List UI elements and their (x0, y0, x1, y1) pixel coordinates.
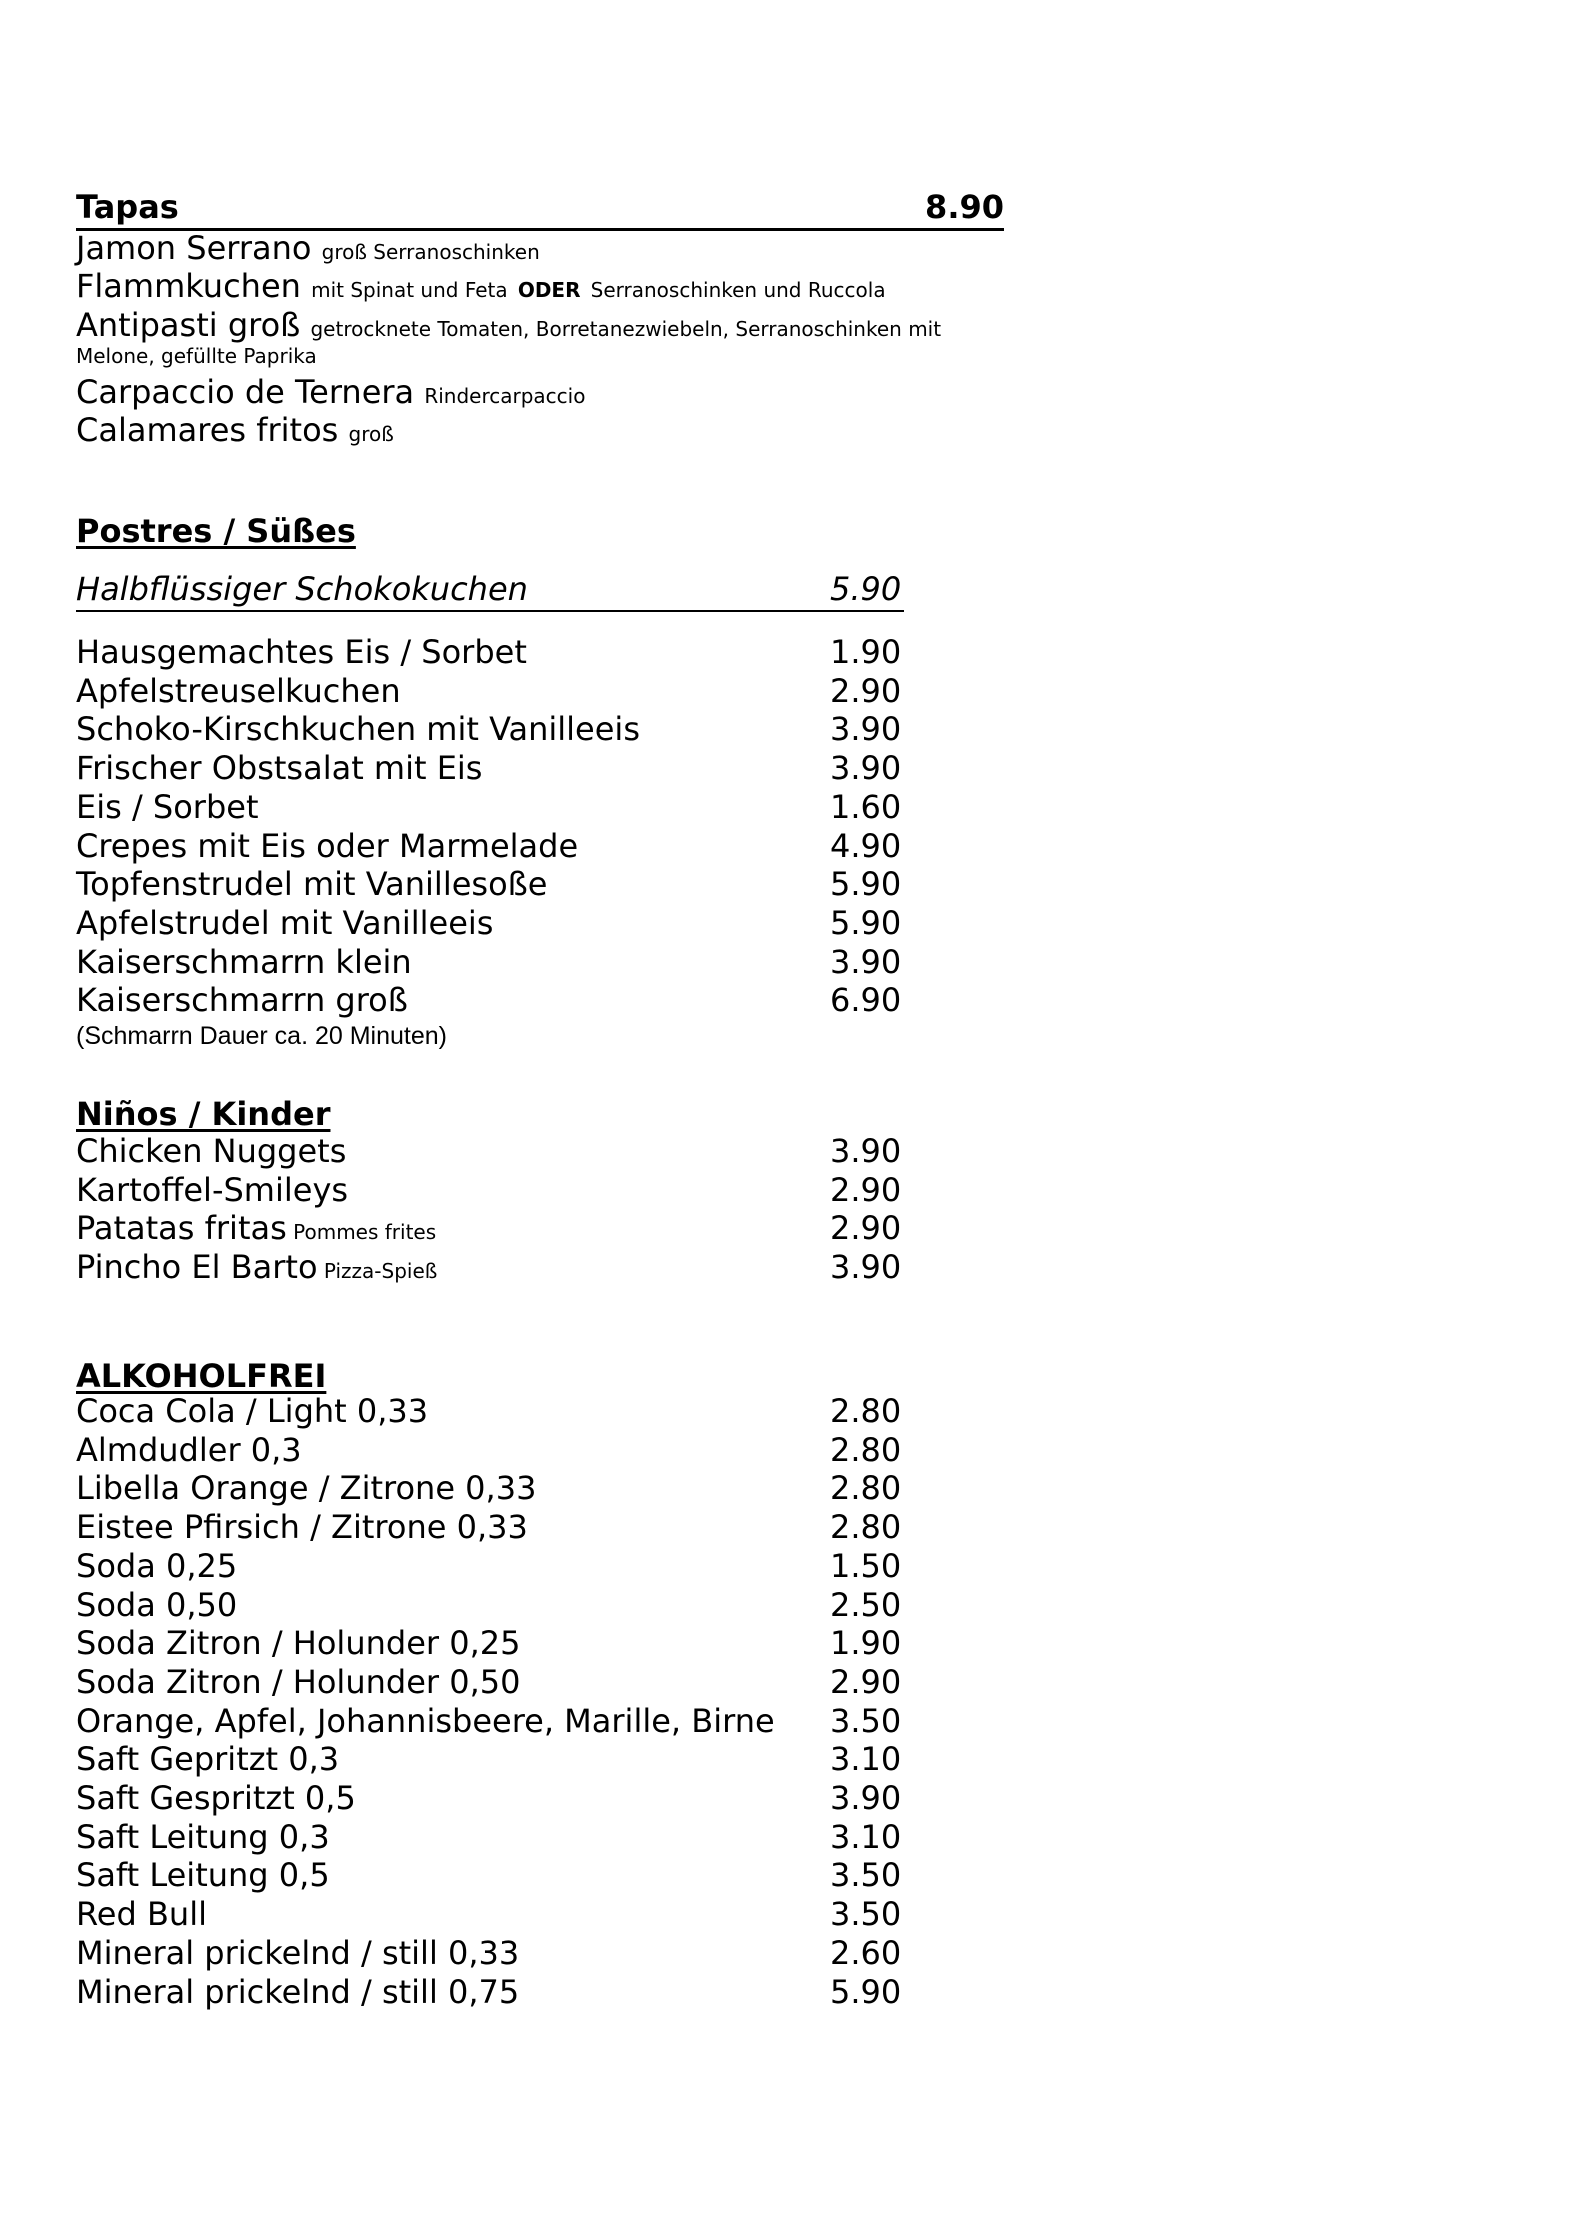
menu-item (76, 1778, 904, 1818)
item-desc: getrocknete Tomaten, Borretanezwiebeln, Serranoschinken mit (310, 317, 942, 341)
item-price: 2.90 (830, 1170, 902, 1209)
item-name: Eistee Pfirsich / Zitrone 0,33 (76, 1508, 528, 1547)
item-price: 3.90 (830, 749, 902, 788)
item-name: Libella Orange / Zitrone 0,33 (76, 1469, 537, 1508)
item-price: 3.90 (830, 710, 902, 749)
item-name: Schoko-Kirschkuchen mit Vanilleeis (76, 710, 640, 749)
item-price: 6.90 (830, 981, 902, 1020)
menu-item (76, 1585, 904, 1625)
menu-item (76, 787, 904, 827)
kinder-heading: Niños / Kinder (76, 1095, 331, 1133)
item-price: 3.90 (830, 1132, 902, 1170)
item-price: 2.50 (830, 1585, 902, 1624)
menu-item (76, 1247, 904, 1287)
item-name: Soda 0,25 (76, 1546, 238, 1585)
item-name: Apfelstrudel mit Vanilleeis (76, 903, 494, 942)
menu-item (76, 1817, 904, 1857)
item-desc: Serranoschinken und Ruccola (590, 278, 886, 302)
item-name: Soda Zitron / Holunder 0,25 (76, 1624, 521, 1663)
menu-item (76, 671, 904, 711)
menu-item (76, 1170, 904, 1210)
item-price: 1.50 (830, 1546, 902, 1585)
item-price: 5.90 (830, 1972, 902, 2011)
item-name: Hausgemachtes Eis / Sorbet (76, 633, 527, 671)
item-name: Calamares fritos (76, 411, 339, 449)
item-name: Chicken Nuggets (76, 1132, 347, 1170)
menu-item (76, 1468, 904, 1508)
item-price: 3.10 (830, 1740, 902, 1779)
item-name: Almdudler 0,3 (76, 1430, 302, 1469)
item-name: Halbflüssiger Schokokuchen (76, 570, 528, 608)
menu-item (76, 1701, 904, 1741)
item-price: 2.80 (830, 1430, 902, 1469)
menu-item (76, 1208, 904, 1248)
item-name: Mineral prickelnd / still 0,33 (76, 1933, 520, 1972)
postres-heading: Postres / Süßes (76, 512, 356, 550)
menu-item (76, 864, 904, 904)
postres-feature-item (76, 568, 904, 612)
item-name: Saft Leitung 0,5 (76, 1856, 330, 1895)
item-price: 2.90 (830, 1209, 902, 1248)
item-desc: Rindercarpaccio (424, 384, 586, 408)
item-price: 3.50 (830, 1895, 902, 1934)
item-price: 1.90 (830, 1624, 902, 1663)
item-price: 3.50 (830, 1856, 902, 1895)
item-name: Patatas fritas Pommes frites (76, 1209, 437, 1248)
menu-item (76, 826, 904, 866)
menu-item (76, 1933, 904, 1973)
menu-item (76, 1430, 904, 1470)
menu-item (76, 1662, 904, 1702)
item-name: Apfelstreuselkuchen (76, 671, 401, 710)
item-name: Carpaccio de Ternera (76, 373, 415, 411)
tapas-item (76, 410, 394, 454)
item-price: 3.10 (830, 1817, 902, 1856)
menu-item (76, 1507, 904, 1547)
item-desc: groß (348, 422, 394, 446)
menu-item (76, 980, 904, 1020)
item-name: Topfenstrudel mit Vanillesoße (76, 865, 548, 904)
item-desc: Pizza-Spieß (317, 1259, 438, 1284)
menu-item (76, 1131, 904, 1171)
menu-item (76, 1894, 904, 1934)
postres-note: (Schmarrn Dauer ca. 20 Minuten) (76, 1022, 447, 1050)
item-price: 1.90 (830, 633, 902, 671)
item-price: 5.90 (830, 903, 902, 942)
item-desc: mit Spinat und Feta (311, 278, 508, 302)
menu-item (76, 1546, 904, 1586)
item-name: Kaiserschmarrn klein (76, 942, 412, 981)
item-price: 2.80 (830, 1392, 902, 1430)
tapas-item (76, 266, 886, 310)
item-name: Saft Gespritzt 0,5 (76, 1779, 356, 1817)
tapas-title: Tapas (76, 188, 179, 226)
item-name: Eis / Sorbet (76, 787, 259, 826)
menu-item (76, 942, 904, 982)
menu-item (76, 748, 904, 788)
item-name: Jamon Serrano (76, 229, 312, 267)
item-name: Crepes mit Eis oder Marmelade (76, 826, 579, 865)
item-name: Flammkuchen (76, 267, 301, 305)
item-price: 2.80 (830, 1469, 902, 1508)
item-desc-continued: Melone, gefüllte Paprika (76, 344, 317, 368)
item-desc-bold: ODER (517, 278, 581, 302)
item-price: 5.90 (830, 570, 902, 608)
alkoholfrei-heading: ALKOHOLFREI (76, 1357, 327, 1395)
item-price: 3.90 (830, 1779, 902, 1817)
item-desc: groß Serranoschinken (321, 240, 540, 264)
item-price: 3.90 (830, 1248, 902, 1287)
menu-item (76, 1391, 904, 1431)
item-name: Coca Cola / Light 0,33 (76, 1392, 429, 1430)
item-price: 5.90 (830, 865, 902, 904)
item-name: Kaiserschmarrn groß (76, 981, 408, 1020)
item-price: 2.80 (830, 1508, 902, 1547)
menu-item (76, 1972, 904, 2012)
item-name: Soda 0,50 (76, 1585, 238, 1624)
item-price: 4.90 (830, 826, 902, 865)
tapas-header (76, 186, 1004, 231)
item-name: Orange, Apfel, Johannisbeere, Marille, Birne (76, 1701, 775, 1740)
item-name: Kartoffel-Smileys (76, 1170, 349, 1209)
item-price: 2.90 (830, 671, 902, 710)
tapas-price: 8.90 (925, 188, 1004, 226)
item-price: 1.60 (830, 787, 902, 826)
item-name: Frischer Obstsalat mit Eis (76, 749, 483, 788)
item-price: 2.90 (830, 1662, 902, 1701)
item-name: Mineral prickelnd / still 0,75 (76, 1972, 520, 2011)
item-desc: Pommes frites (286, 1220, 437, 1245)
menu-item (76, 1623, 904, 1663)
menu-item (76, 709, 904, 749)
item-price: 2.60 (830, 1933, 902, 1972)
item-price: 3.50 (830, 1701, 902, 1740)
menu-item (76, 1739, 904, 1779)
item-name: Antipasti groß (76, 306, 301, 344)
item-price: 3.90 (830, 942, 902, 981)
item-name: Red Bull (76, 1895, 207, 1934)
item-name: Soda Zitron / Holunder 0,50 (76, 1662, 521, 1701)
item-name: Saft Leitung 0,3 (76, 1817, 330, 1856)
menu-item (76, 903, 904, 943)
tapas-item (76, 305, 941, 349)
item-name: Pincho El Barto Pizza-Spieß (76, 1248, 438, 1287)
menu-item (76, 1855, 904, 1895)
menu-item (76, 632, 904, 672)
item-name: Saft Gepritzt 0,3 (76, 1740, 340, 1779)
